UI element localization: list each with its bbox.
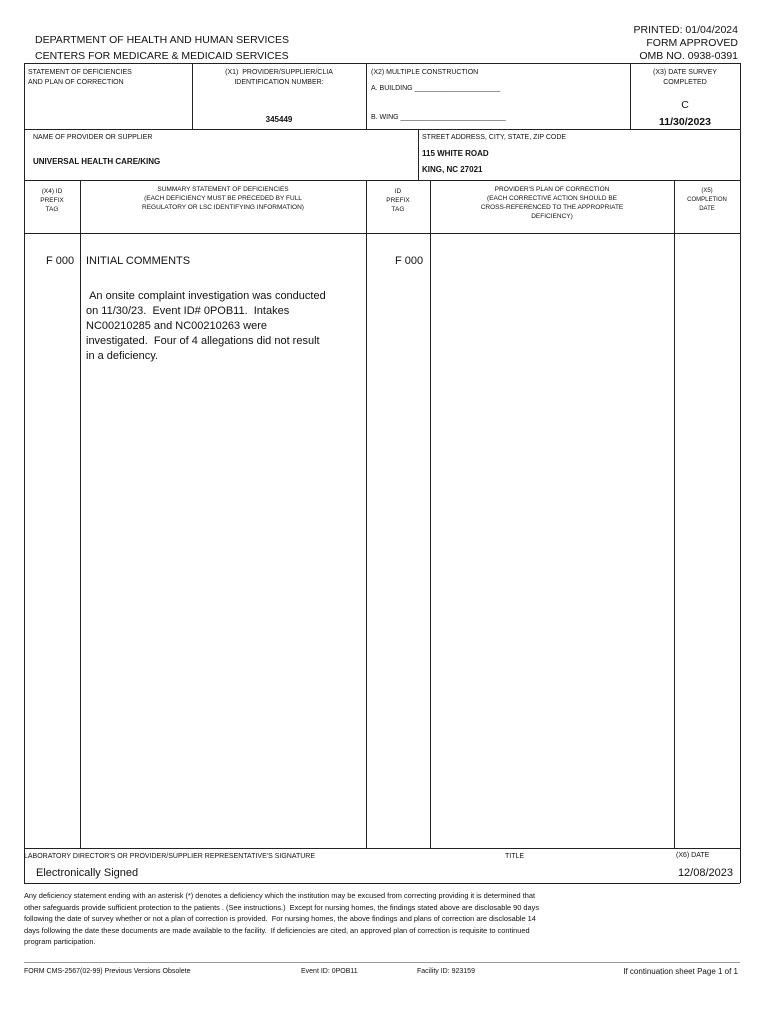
address-line-1: 115 WHITE ROAD [422,149,489,158]
col-divider-2 [366,180,367,848]
date-label: (X6) DATE [676,852,710,859]
footer-continuation: If continuation sheet Page 1 of 1 [623,967,738,976]
x3-code: C [681,99,689,111]
entry-tag-left: F 000 [46,255,75,267]
frame-line-sig [24,848,740,849]
form-approved: FORM APPROVED [646,37,738,49]
col-header-summary: SUMMARY STATEMENT OF DEFICIENCIES (EACH DEFICIENCY MUST BE PRECEDED BY FULL REGULATORY OR LSC IDENTIFYING INFORMATION) [142,186,304,211]
footer-facility-id: Facility ID: 923159 [417,968,475,975]
entry-title: INITIAL COMMENTS [86,255,191,267]
frame-line-3 [24,180,740,181]
disclaimer-text: Any deficiency statement ending with an asterisk (*) denotes a deficiency which the institution may be excused from correcting providing it is determined that other safeguards provide sufficient protection to the patients . (See instructions.) Except for nursing homes, the findings stated above are disclosable 90 days following the date of survey whether or not a plan of correction is provided. For nursing homes, the above findings and plans of correction are disclosable 14 days following the date these documents are made available to the facility. If deficiencies are cited, an approved plan of correction is requisite to continued program participation. [24,891,540,947]
entry-text: An onsite complaint investigation was conducted on 11/30/23. Event ID# 0POB11. Intakes NC00210285 and NC00210263 were investigated. Four of 4 allegations did not result in a deficiency. [86,290,326,362]
x1-value: 345449 [265,115,293,124]
address-label: STREET ADDRESS, CITY, STATE, ZIP CODE [422,134,567,141]
x3-value: 11/30/2023 [659,116,711,128]
statement-label: STATEMENT OF DEFICIENCIES AND PLAN OF CORRECTION [28,69,132,86]
col-divider-3 [430,180,431,848]
col-header-x5: (X5) COMPLETION DATE [687,188,727,212]
frame-top-line [24,63,740,64]
col-header-plan: PROVIDER'S PLAN OF CORRECTION (EACH CORRECTIVE ACTION SHOULD BE CROSS-REFERENCED TO THE APPROPRIATE DEFICIENCY) [480,186,624,220]
footer-line [24,962,740,963]
frame-line-bottom [24,883,740,884]
divider-address [418,129,419,180]
frame-line-4 [24,233,740,234]
col-header-x4: (X4) ID PREFIX TAG [40,188,64,213]
signature-label: LABORATORY DIRECTOR'S OR PROVIDER/SUPPLIER REPRESENTATIVE'S SIGNATURE [24,853,316,860]
omb-number: OMB NO. 0938-0391 [639,50,738,62]
title-label: TITLE [505,853,525,860]
footer-form: FORM CMS-2567(02-99) Previous Versions Obsolete [24,968,191,975]
provider-value: UNIVERSAL HEALTH CARE/KING [33,157,161,166]
col-divider-1 [80,180,81,848]
provider-label: NAME OF PROVIDER OR SUPPLIER [33,134,153,141]
signature-date: 12/08/2023 [677,867,733,879]
agency-line-2: CENTERS FOR MEDICARE & MEDICAID SERVICES [35,50,289,62]
x3-label: (X3) DATE SURVEY COMPLETED [653,69,717,86]
frame-right-line [740,63,741,883]
signature-value: Electronically Signed [36,867,139,879]
x2-label: (X2) MULTIPLE CONSTRUCTION [371,69,479,76]
frame-left-line [24,63,25,883]
col-divider-4 [674,180,675,848]
x2-wing: B. WING ___________________________ [371,114,506,121]
divider-x2 [366,63,367,129]
agency-line-1: DEPARTMENT OF HEALTH AND HUMAN SERVICES [35,34,289,46]
x1-label: (X1) PROVIDER/SUPPLIER/CLIA IDENTIFICATION NUMBER: [225,69,333,86]
footer-event-id: Event ID: 0POB11 [301,968,358,975]
col-header-id-prefix: ID PREFIX TAG [386,188,410,213]
entry-tag-right: F 000 [395,255,424,267]
address-line-2: KING, NC 27021 [422,165,483,174]
x2-building: A. BUILDING ______________________ [371,85,501,92]
printed-date: PRINTED: 01/04/2024 [633,24,738,36]
frame-line-2 [24,129,740,130]
